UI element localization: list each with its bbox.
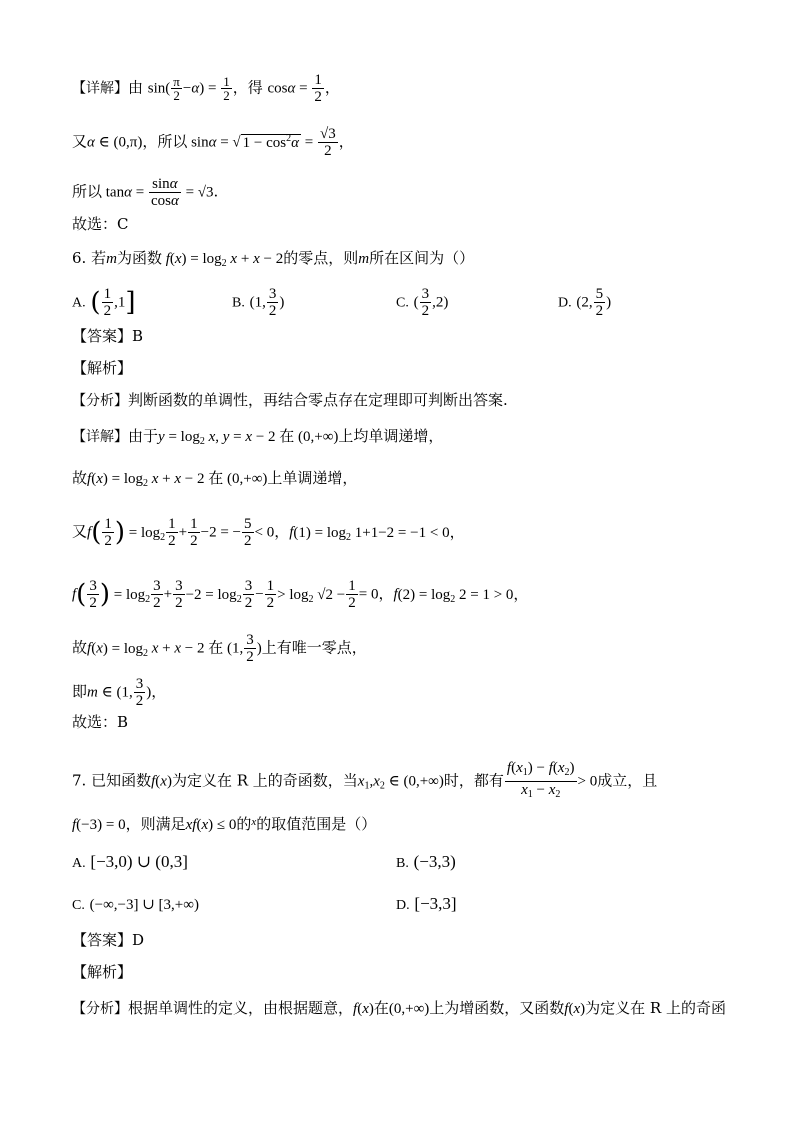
detail-label: 【详解】: [72, 80, 128, 97]
q7-stem-line-1: 7. 已知函数f(x)为定义在 R 上的奇函数，当$x_1,x_2$ ∈ (0,+∞)时，都有 $\frac{f(x_1) - f(x_2)}{x_1 - x_2}$ > 0成立，且: [72, 760, 658, 800]
q7-stem-line-2: f(−3) = 0，则满足xf(x) ≤ 0的$^x$的取值范围是（）: [72, 815, 377, 833]
q6-detail-line-6: 即m ∈ (1, $\frac{3}{2}$ )，: [72, 676, 167, 709]
q6-detail-line-4: f( $\frac{3}{2}$ ) = $\log_2$ $\frac{3}{2}$ + $\frac{3}{2}$ $-2 = \log_2$ $\frac{3}{2}$ − $\frac{1}{2}$ > $\log_2 √2$ − $\frac{1}{2}$ = 0，$f(2) = \log_2 2 = 1 > 0$，: [72, 578, 529, 611]
q6-detail-line-3: 又f( $\frac{1}{2}$ ) = $\log_2$ $\frac{1}{2}$ + $\frac{1}{2}$ −2 = − $\frac{5}{2}$ < 0，$f(1) = \log_2 1+1-2 = -1 < 0$，: [72, 516, 465, 549]
q7-option-d: D. [−3,3]: [396, 894, 457, 913]
q5-answer: 故选：C: [72, 215, 129, 233]
q5-detail-line-1: 【详解】由 sin( $\frac{\pi}{2}$ −α) = $\frac{1}{2}$ ，得 cosα = $\frac{1}{2}$ ，: [72, 72, 340, 105]
q6-option-d: D. (2, $\frac{5}{2}$ ): [558, 286, 612, 319]
q6-detail-line-1: 【详解】由于$y = \log_2 x$, y = x − 2 在 (0,+∞)上均单调递增，: [72, 427, 444, 447]
q7-option-a: A. [−3,0) ∪ (0,3]: [72, 852, 188, 871]
q7-fenxi: 【分析】根据单调性的定义，由根据题意，f(x)在(0,+∞)上为增函数，又函数f(x)为定义在 R 上的奇函: [72, 999, 726, 1017]
q6-analysis-label: 【解析】: [72, 359, 133, 377]
q6-option-a: A. ( $\frac{1}{2}$ ,1]: [72, 286, 136, 319]
q6-answer: 故选：B: [72, 713, 129, 731]
q7-answer-label: 【答案】D: [72, 931, 145, 949]
q6-fenxi: 【分析】判断函数的单调性，再结合零点存在定理即可判断出答案.: [72, 391, 508, 409]
q6-detail-line-5: 故$f(x) = \log_2 x + x - 2$ 在 (1, $\frac{3}{2}$ )上有唯一零点，: [72, 632, 367, 665]
q6-answer-label: 【答案】B: [72, 327, 144, 345]
q6-stem: 6. 若m为函数 $f(x) = \log_2 x + x - 2$的零点，则m所在区间为（）: [72, 249, 475, 269]
q6-option-b: B. (1, $\frac{3}{2}$ ): [232, 286, 285, 319]
q5-detail-line-2: 又α ∈ (0,π)，所以 sinα = √ $1 - \cos^2\alpha$ = $\frac{√3}{2}$ ，: [72, 126, 354, 159]
q6-detail-line-2: 故$f(x) = \log_2 x + x - 2$ 在 (0,+∞)上单调递增，: [72, 469, 358, 489]
q7-option-b: B. (−3,3): [396, 852, 456, 871]
q6-option-c: C. ( $\frac{3}{2}$ ,2): [396, 286, 449, 319]
q7-analysis-label: 【解析】: [72, 963, 133, 981]
q7-option-c: C. (−∞,−3] ∪ [3,+∞): [72, 897, 199, 913]
q5-detail-line-3: 所以 tanα = $\frac{\sin\alpha}{\cos\alpha}$ = √3.: [72, 176, 219, 209]
